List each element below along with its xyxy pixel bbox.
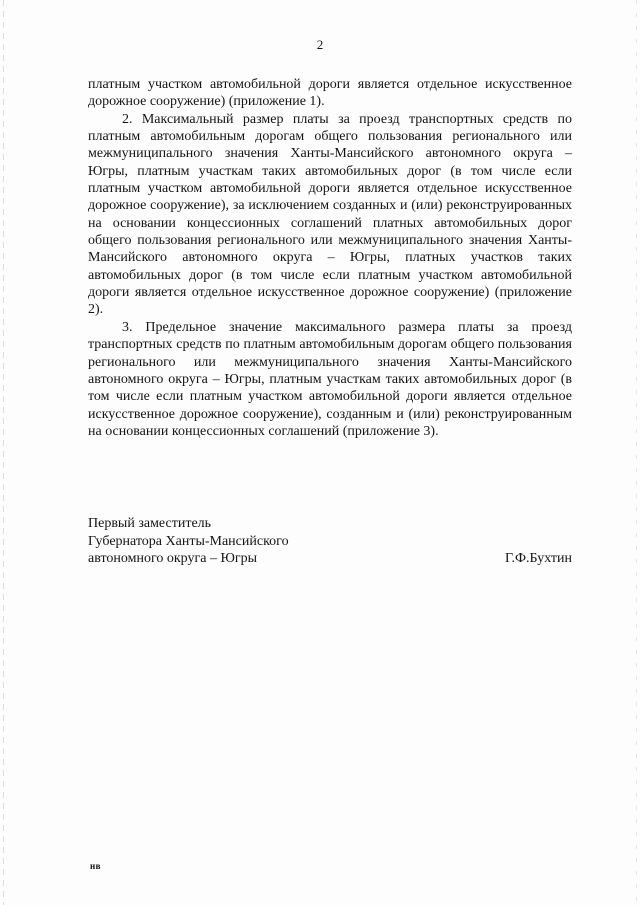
page-number: 2	[316, 37, 324, 52]
document-body	[88, 76, 572, 440]
paragraph-item-3: 3. Предельное значение максимального размера платы за проезд транспортных средств по платным автомобильным дорогам общего пользования регионального или межмуниципального значения Ханты-Мансийского автономного округа – Югры, платным участкам таких автомобильных дорог (в том числе если платным участком автомобильной дороги является отдельное искусственное дорожное сооружение), созданным и (или) реконструированным на основании концессионных соглашений (приложение 3).	[88, 319, 572, 439]
signatory-name: Г.Ф.Бухтин	[504, 551, 572, 566]
scan-edge-right	[636, 0, 637, 905]
signature-final-row	[88, 550, 572, 568]
signature-block	[88, 515, 572, 568]
signature-position-line-1: Первый заместитель	[88, 516, 212, 531]
signature-position-line-2: Губернатора Ханты-Мансийского	[88, 533, 289, 549]
footer-initials: нв	[90, 861, 102, 871]
paragraph-continuation: платным участком автомобильной дороги является отдельное искусственное дорожное сооружение) (приложение 1).	[88, 77, 572, 110]
scan-edge-left	[3, 0, 4, 905]
paragraph-item-2: 2. Максимальный размер платы за проезд транспортных средств по платным автомобильным дорогам общего пользования регионального или межмуниципального значения Ханты-Мансийского автономного округа – Югры, платным участкам таких автомобильных дорог (в том числе если платным участком автомобильной дороги является отдельное искусственное дорожное сооружение), за исключением созданных и (или) реконструированных на основании концессионных соглашений платных автомобильных дорог общего пользования регионального или межмуниципального значения Ханты-Мансийского автономного округа – Югры, платных участков таких автомобильных дорог (в том числе если платным участком автомобильной дороги является отдельное искусственное дорожное сооружение) (приложение 2).	[88, 111, 572, 318]
signature-position-line-3: автономного округа – Югры	[88, 551, 257, 566]
